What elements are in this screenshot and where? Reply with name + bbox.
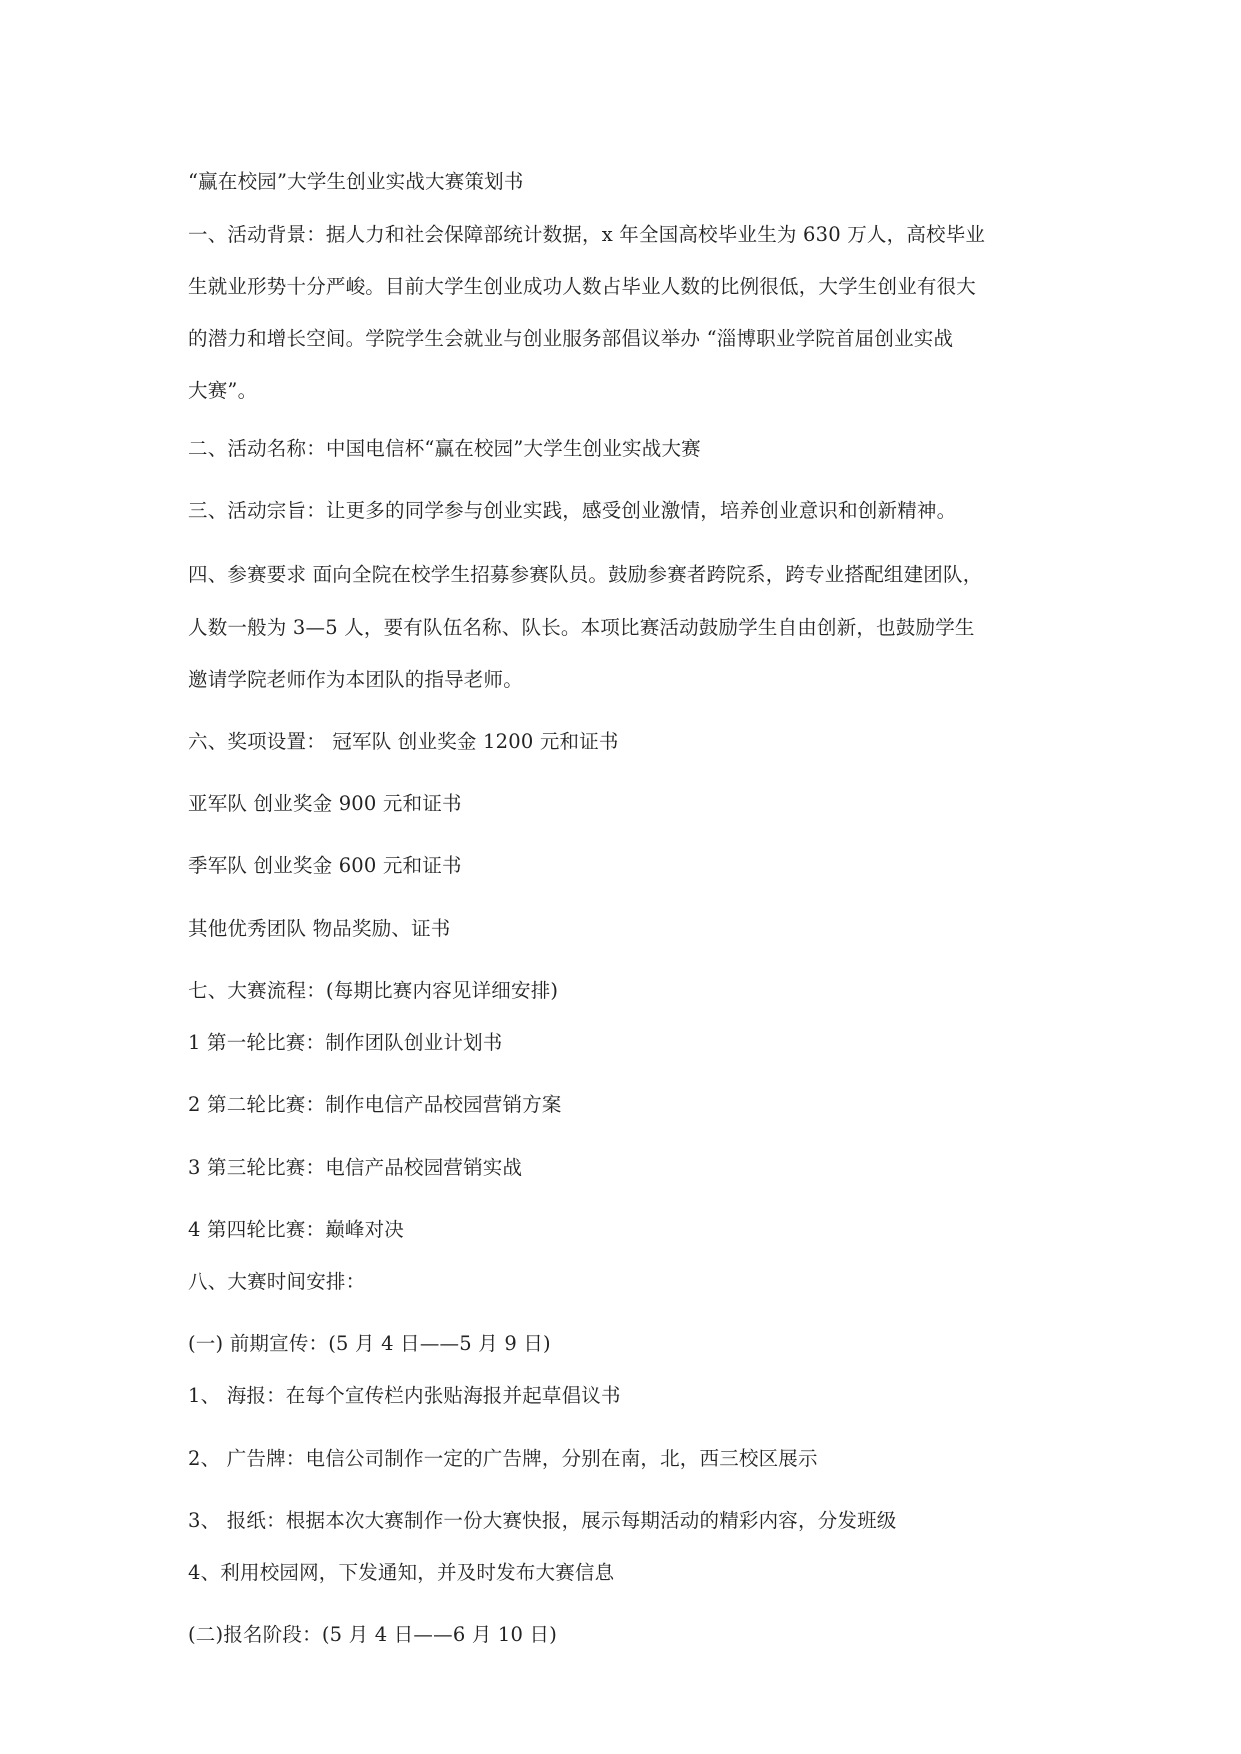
awards-line-4: 其他优秀团队 物品奖励、证书 (188, 917, 451, 940)
activity-purpose-line: 三、活动宗旨：让更多的同学参与创业实践，感受创业激情，培养创业意识和创新精神。 (188, 499, 957, 522)
process-round-4: 4 第四轮比赛：巅峰对决 (188, 1218, 405, 1241)
awards-line-1: 六、奖项设置： 冠军队 创业奖金 1200 元和证书 (188, 730, 619, 753)
activity-name-line: 二、活动名称：中国电信杯“赢在校园”大学生创业实战大赛 (188, 437, 701, 460)
requirements-line-3: 邀请学院老师作为本团队的指导老师。 (188, 668, 523, 691)
background-paragraph-line-4: 大赛”。 (188, 379, 258, 402)
background-paragraph-line-1: 一、活动背景：据人力和社会保障部统计数据，x 年全国高校毕业生为 630 万人，高校毕业 (188, 223, 986, 246)
schedule-publicity-item-4: 4、利用校园网，下发通知，并及时发布大赛信息 (188, 1561, 615, 1584)
process-round-2: 2 第二轮比赛：制作电信产品校园营销方案 (188, 1093, 562, 1116)
schedule-publicity-item-1: 1、 海报：在每个宣传栏内张贴海报并起草倡议书 (188, 1384, 621, 1407)
requirements-line-1: 四、参赛要求 面向全院在校学生招募参赛队员。鼓励参赛者跨院系，跨专业搭配组建团队， (188, 563, 983, 586)
process-round-3: 3 第三轮比赛：电信产品校园营销实战 (188, 1156, 523, 1179)
schedule-publicity-item-2: 2、 广告牌：电信公司制作一定的广告牌，分别在南，北，西三校区展示 (188, 1447, 818, 1470)
schedule-registration-heading: (二)报名阶段：(5 月 4 日——6 月 10 日) (188, 1623, 558, 1646)
schedule-publicity-item-3: 3、 报纸：根据本次大赛制作一份大赛快报，展示每期活动的精彩内容，分发班级 (188, 1509, 897, 1532)
requirements-line-2: 人数一般为 3—5 人，要有队伍名称、队长。本项比赛活动鼓励学生自由创新，也鼓励学生 (188, 616, 975, 639)
process-heading: 七、大赛流程：(每期比赛内容见详细安排) (188, 979, 559, 1002)
background-paragraph-line-3: 的潜力和增长空间。学院学生会就业与创业服务部倡议举办 “淄博职业学院首届创业实战 (188, 327, 954, 350)
awards-line-2: 亚军队 创业奖金 900 元和证书 (188, 792, 462, 815)
document-title: “赢在校园”大学生创业实战大赛策划书 (188, 170, 524, 193)
process-round-1: 1 第一轮比赛：制作团队创业计划书 (188, 1031, 503, 1054)
schedule-heading: 八、大赛时间安排： (188, 1270, 366, 1293)
background-paragraph-line-2: 生就业形势十分严峻。目前大学生创业成功人数占毕业人数的比例很低，大学生创业有很大 (188, 275, 977, 298)
awards-line-3: 季军队 创业奖金 600 元和证书 (188, 854, 462, 877)
schedule-publicity-heading: (一) 前期宣传：(5 月 4 日——5 月 9 日) (188, 1332, 551, 1355)
